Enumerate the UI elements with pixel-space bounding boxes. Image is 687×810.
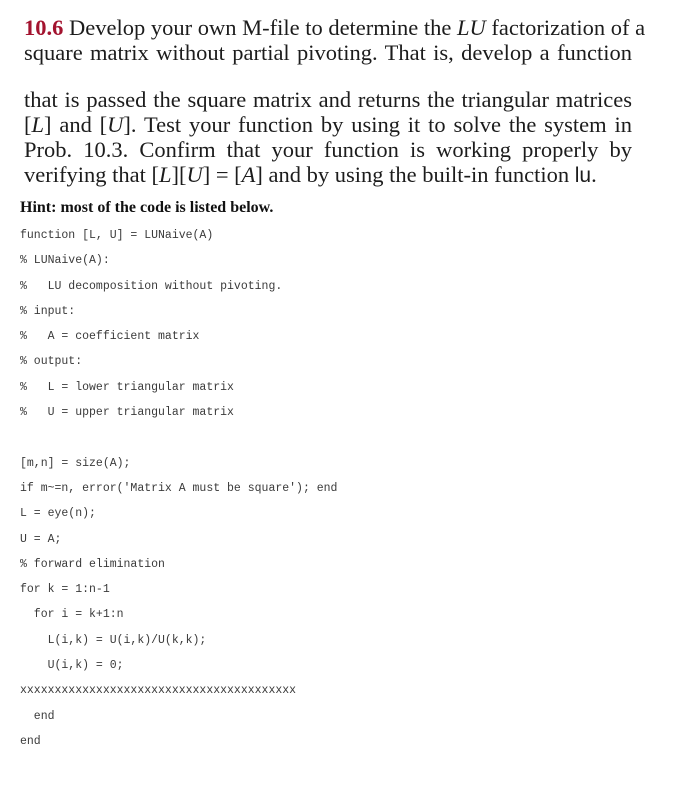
code-line: U = A; — [20, 532, 62, 546]
code-line: % forward elimination — [20, 557, 165, 571]
problem-line-1: 10.6 Develop your own M-file to determine the LU factorization of a — [24, 15, 646, 40]
code-line: for i = k+1:n — [20, 608, 124, 622]
code-listing — [20, 228, 337, 759]
code-line: % U = upper triangular matrix — [20, 406, 234, 420]
code-line: end — [20, 734, 41, 748]
code-line: end — [20, 709, 55, 723]
lu-function-name: lu — [574, 164, 592, 187]
problem-line-5: Prob. 10.3. Confirm that your function is working properly by — [24, 137, 632, 162]
problem-statement-part-2 — [24, 87, 632, 188]
code-line: % A = coefficient matrix — [20, 330, 200, 344]
problem-number: 10.6 — [24, 15, 64, 40]
problem-line-2: square matrix without partial pivoting. That is, develop a function — [24, 40, 632, 65]
code-line: % output: — [20, 355, 83, 369]
code-line: % input: — [20, 304, 76, 318]
hint-heading: Hint: most of the code is listed below. — [20, 199, 274, 216]
code-line: function [L, U] = LUNaive(A) — [20, 229, 214, 242]
problem-statement-part-1 — [24, 15, 646, 65]
code-line: if m~=n, error('Matrix A must be square'); end — [20, 481, 338, 495]
lu-variable: LU — [457, 15, 486, 40]
code-line: % LU decomposition without pivoting. — [20, 279, 283, 293]
code-line: for k = 1:n-1 — [20, 583, 110, 597]
code-line: [m,n] = size(A); — [20, 456, 131, 470]
code-blank-line — [20, 430, 337, 455]
problem-line-6: verifying that [L][U] = [A] and by using the built-in function lu. — [24, 162, 597, 187]
code-line: % LUNaive(A): — [20, 254, 110, 268]
code-line: L(i,k) = U(i,k)/U(k,k); — [20, 633, 207, 647]
problem-line-4: [L] and [U]. Test your function by using it to solve the system in — [24, 112, 632, 137]
code-line: L = eye(n); — [20, 507, 96, 521]
missing-code-placeholder: xxxxxxxxxxxxxxxxxxxxxxxxxxxxxxxxxxxxxxxx — [20, 684, 297, 698]
code-line: U(i,k) = 0; — [20, 659, 124, 673]
code-line: % L = lower triangular matrix — [20, 380, 234, 394]
problem-line-3: that is passed the square matrix and returns the triangular matrices — [24, 87, 632, 112]
